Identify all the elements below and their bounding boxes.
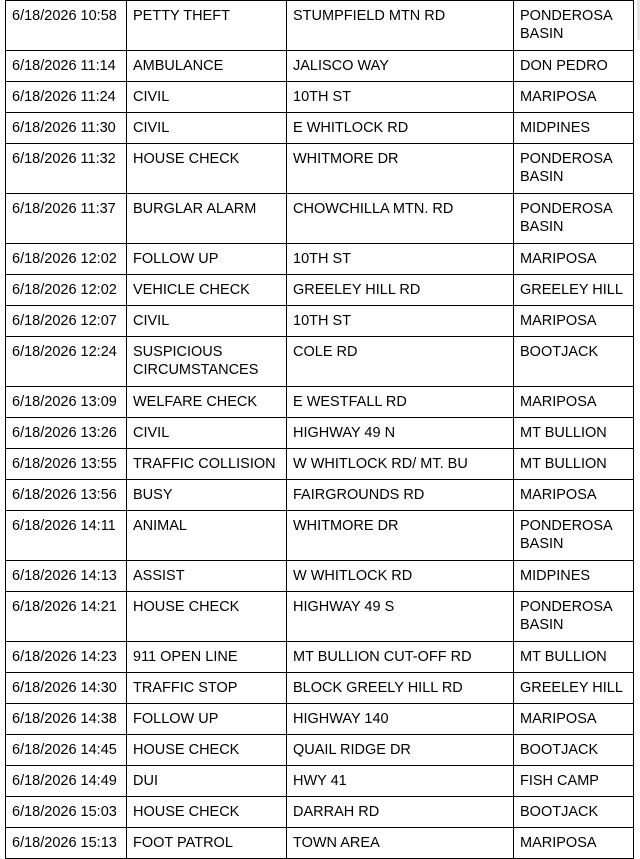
table-row xyxy=(6,418,634,449)
table-row xyxy=(6,194,634,244)
incident-type-cell: CIVIL xyxy=(127,306,287,337)
location-cell: HIGHWAY 140 xyxy=(287,704,514,735)
datetime-cell: 6/18/2026 14:13 xyxy=(6,561,127,592)
table-row xyxy=(6,592,634,642)
incident-type-cell: FOOT PATROL xyxy=(127,828,287,859)
area-cell: MT BULLION xyxy=(514,449,634,480)
area-cell: MIDPINES xyxy=(514,561,634,592)
area-cell: MARIPOSA xyxy=(514,828,634,859)
location-cell: COLE RD xyxy=(287,337,514,387)
table-row xyxy=(6,306,634,337)
table-row xyxy=(6,1,634,51)
area-cell: GREELEY HILL xyxy=(514,673,634,704)
location-cell: E WESTFALL RD xyxy=(287,387,514,418)
table-row xyxy=(6,337,634,387)
location-cell: FAIRGROUNDS RD xyxy=(287,480,514,511)
incident-type-cell: CIVIL xyxy=(127,82,287,113)
location-cell: HIGHWAY 49 N xyxy=(287,418,514,449)
table-row xyxy=(6,704,634,735)
location-cell: QUAIL RIDGE DR xyxy=(287,735,514,766)
incident-log-body xyxy=(6,1,634,859)
datetime-cell: 6/18/2026 12:07 xyxy=(6,306,127,337)
datetime-cell: 6/18/2026 13:56 xyxy=(6,480,127,511)
datetime-cell: 6/18/2026 12:24 xyxy=(6,337,127,387)
datetime-cell: 6/18/2026 10:58 xyxy=(6,1,127,51)
area-cell: BOOTJACK xyxy=(514,797,634,828)
area-cell: MARIPOSA xyxy=(514,480,634,511)
incident-type-cell: FOLLOW UP xyxy=(127,704,287,735)
area-cell: DON PEDRO xyxy=(514,51,634,82)
incident-type-cell: HOUSE CHECK xyxy=(127,592,287,642)
table-row xyxy=(6,735,634,766)
location-cell: CHOWCHILLA MTN. RD xyxy=(287,194,514,244)
table-row xyxy=(6,828,634,859)
incident-type-cell: ANIMAL xyxy=(127,511,287,561)
location-cell: W WHITLOCK RD/ MT. BU xyxy=(287,449,514,480)
area-cell: PONDEROSA BASIN xyxy=(514,511,634,561)
table-row xyxy=(6,561,634,592)
table-row xyxy=(6,797,634,828)
location-cell: HWY 41 xyxy=(287,766,514,797)
location-cell: JALISCO WAY xyxy=(287,51,514,82)
area-cell: MARIPOSA xyxy=(514,704,634,735)
area-cell: MARIPOSA xyxy=(514,306,634,337)
table-row xyxy=(6,642,634,673)
location-cell: GREELEY HILL RD xyxy=(287,275,514,306)
incident-type-cell: BUSY xyxy=(127,480,287,511)
incident-type-cell: AMBULANCE xyxy=(127,51,287,82)
incident-type-cell: FOLLOW UP xyxy=(127,244,287,275)
table-row xyxy=(6,673,634,704)
incident-type-cell: DUI xyxy=(127,766,287,797)
incident-type-cell: TRAFFIC COLLISION xyxy=(127,449,287,480)
incident-type-cell: 911 OPEN LINE xyxy=(127,642,287,673)
location-cell: MT BULLION CUT-OFF RD xyxy=(287,642,514,673)
datetime-cell: 6/18/2026 11:14 xyxy=(6,51,127,82)
area-cell: MARIPOSA xyxy=(514,387,634,418)
datetime-cell: 6/18/2026 12:02 xyxy=(6,244,127,275)
area-cell: MARIPOSA xyxy=(514,82,634,113)
incident-type-cell: TRAFFIC STOP xyxy=(127,673,287,704)
location-cell: 10TH ST xyxy=(287,82,514,113)
datetime-cell: 6/18/2026 14:49 xyxy=(6,766,127,797)
area-cell: MIDPINES xyxy=(514,113,634,144)
incident-type-cell: SUSPICIOUS CIRCUMSTANCES xyxy=(127,337,287,387)
location-cell: E WHITLOCK RD xyxy=(287,113,514,144)
datetime-cell: 6/18/2026 13:55 xyxy=(6,449,127,480)
incident-type-cell: CIVIL xyxy=(127,418,287,449)
datetime-cell: 6/18/2026 11:37 xyxy=(6,194,127,244)
datetime-cell: 6/18/2026 13:26 xyxy=(6,418,127,449)
datetime-cell: 6/18/2026 15:13 xyxy=(6,828,127,859)
datetime-cell: 6/18/2026 11:24 xyxy=(6,82,127,113)
datetime-cell: 6/18/2026 11:32 xyxy=(6,144,127,194)
area-cell: GREELEY HILL xyxy=(514,275,634,306)
area-cell: MARIPOSA xyxy=(514,244,634,275)
datetime-cell: 6/18/2026 13:09 xyxy=(6,387,127,418)
location-cell: WHITMORE DR xyxy=(287,144,514,194)
table-row xyxy=(6,275,634,306)
area-cell: FISH CAMP xyxy=(514,766,634,797)
location-cell: STUMPFIELD MTN RD xyxy=(287,1,514,51)
location-cell: BLOCK GREELY HILL RD xyxy=(287,673,514,704)
area-cell: BOOTJACK xyxy=(514,337,634,387)
area-cell: MT BULLION xyxy=(514,418,634,449)
datetime-cell: 6/18/2026 15:03 xyxy=(6,797,127,828)
incident-type-cell: BURGLAR ALARM xyxy=(127,194,287,244)
datetime-cell: 6/18/2026 12:02 xyxy=(6,275,127,306)
location-cell: HIGHWAY 49 S xyxy=(287,592,514,642)
table-row xyxy=(6,511,634,561)
incident-log-table xyxy=(5,0,634,859)
incident-type-cell: HOUSE CHECK xyxy=(127,144,287,194)
datetime-cell: 6/18/2026 14:21 xyxy=(6,592,127,642)
area-cell: PONDEROSA BASIN xyxy=(514,592,634,642)
area-cell: PONDEROSA BASIN xyxy=(514,1,634,51)
datetime-cell: 6/18/2026 14:45 xyxy=(6,735,127,766)
location-cell: TOWN AREA xyxy=(287,828,514,859)
location-cell: 10TH ST xyxy=(287,244,514,275)
area-cell: PONDEROSA BASIN xyxy=(514,144,634,194)
location-cell: DARRAH RD xyxy=(287,797,514,828)
datetime-cell: 6/18/2026 11:30 xyxy=(6,113,127,144)
area-cell: MT BULLION xyxy=(514,642,634,673)
incident-type-cell: HOUSE CHECK xyxy=(127,735,287,766)
incident-type-cell: WELFARE CHECK xyxy=(127,387,287,418)
table-row xyxy=(6,144,634,194)
incident-type-cell: ASSIST xyxy=(127,561,287,592)
location-cell: WHITMORE DR xyxy=(287,511,514,561)
datetime-cell: 6/18/2026 14:30 xyxy=(6,673,127,704)
incident-type-cell: PETTY THEFT xyxy=(127,1,287,51)
incident-type-cell: CIVIL xyxy=(127,113,287,144)
table-row xyxy=(6,449,634,480)
datetime-cell: 6/18/2026 14:11 xyxy=(6,511,127,561)
table-row xyxy=(6,82,634,113)
location-cell: 10TH ST xyxy=(287,306,514,337)
incident-type-cell: HOUSE CHECK xyxy=(127,797,287,828)
table-row xyxy=(6,387,634,418)
table-row xyxy=(6,51,634,82)
table-row xyxy=(6,766,634,797)
location-cell: W WHITLOCK RD xyxy=(287,561,514,592)
table-row xyxy=(6,480,634,511)
datetime-cell: 6/18/2026 14:23 xyxy=(6,642,127,673)
table-row xyxy=(6,113,634,144)
incident-type-cell: VEHICLE CHECK xyxy=(127,275,287,306)
area-cell: PONDEROSA BASIN xyxy=(514,194,634,244)
area-cell: BOOTJACK xyxy=(514,735,634,766)
table-row xyxy=(6,244,634,275)
datetime-cell: 6/18/2026 14:38 xyxy=(6,704,127,735)
